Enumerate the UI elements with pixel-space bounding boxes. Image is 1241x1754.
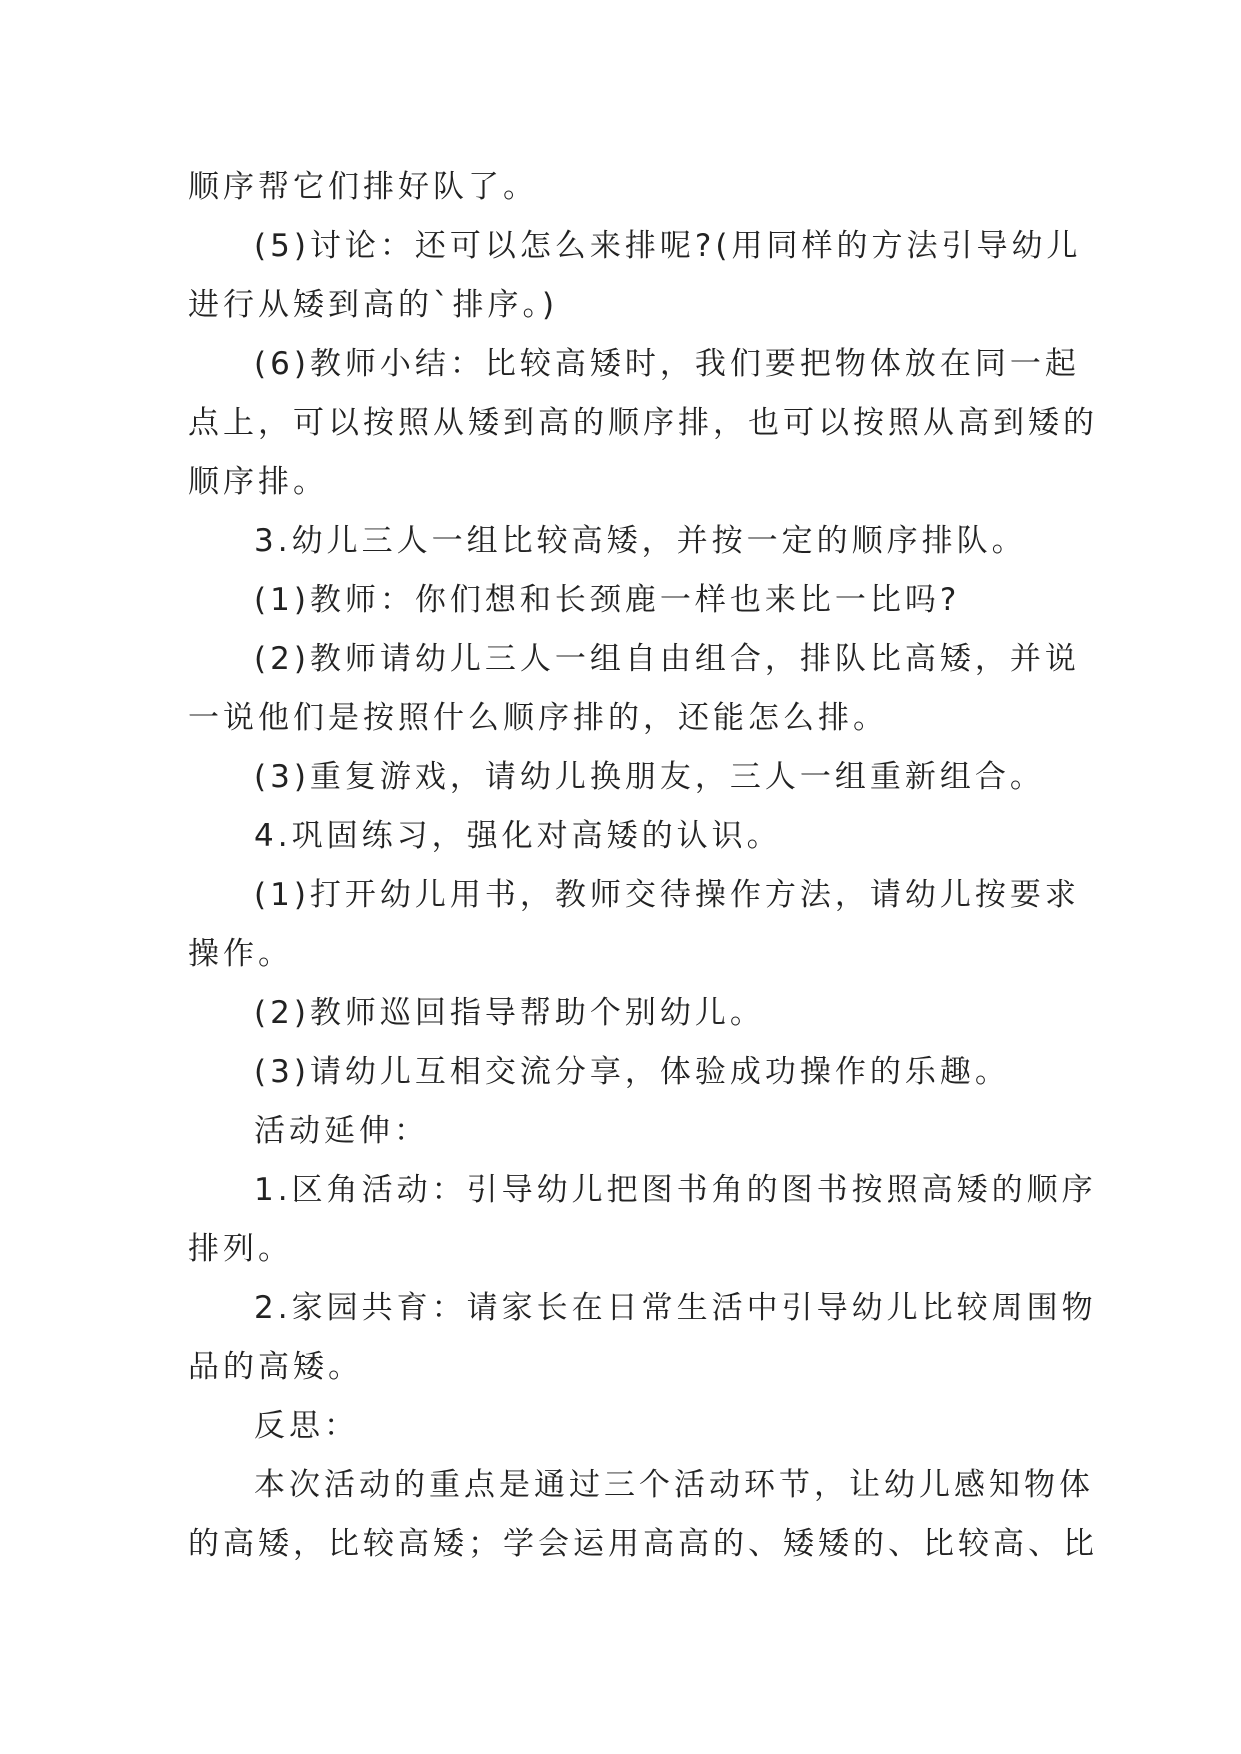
document-body — [188, 158, 1098, 1574]
text-line: 点上，可以按照从矮到高的顺序排，也可以按照从高到矮的 — [188, 405, 1098, 441]
text-line: 1.区角活动：引导幼儿把图书角的图书按照高矮的顺序 — [254, 1172, 1097, 1208]
text-line: (6)教师小结：比较高矮时，我们要把物体放在同一起 — [254, 346, 1080, 382]
text-line: 3.幼儿三人一组比较高矮，并按一定的顺序排队。 — [254, 523, 1027, 559]
text-line: (5)讨论：还可以怎么来排呢?(用同样的方法引导幼儿 — [254, 228, 1082, 264]
text-line: 顺序排。 — [188, 464, 328, 500]
text-line: 进行从矮到高的`排序。) — [188, 287, 559, 323]
text-line: (3)重复游戏，请幼儿换朋友，三人一组重新组合。 — [254, 759, 1045, 795]
section-heading: 活动延伸： — [254, 1113, 429, 1149]
text-line: 排列。 — [188, 1231, 293, 1267]
text-line: (1)教师：你们想和长颈鹿一样也来比一比吗? — [254, 582, 961, 618]
text-line: 2.家园共育：请家长在日常生活中引导幼儿比较周围物 — [254, 1290, 1097, 1326]
text-line: 4.巩固练习，强化对高矮的认识。 — [254, 818, 782, 854]
text-line: 一说他们是按照什么顺序排的，还能怎么排。 — [188, 700, 888, 736]
section-heading: 反思： — [254, 1408, 359, 1444]
text-line: 本次活动的重点是通过三个活动环节，让幼儿感知物体 — [254, 1467, 1094, 1503]
text-line: 的高矮，比较高矮；学会运用高高的、矮矮的、比较高、比 — [188, 1526, 1098, 1562]
text-line: (1)打开幼儿用书，教师交待操作方法，请幼儿按要求 — [254, 877, 1080, 913]
text-line: 顺序帮它们排好队了。 — [188, 169, 538, 205]
text-line: (2)教师请幼儿三人一组自由组合，排队比高矮，并说 — [254, 641, 1080, 677]
text-line: 操作。 — [188, 936, 293, 972]
text-line: 品的高矮。 — [188, 1349, 363, 1385]
text-line: (3)请幼儿互相交流分享，体验成功操作的乐趣。 — [254, 1054, 1010, 1090]
text-line: (2)教师巡回指导帮助个别幼儿。 — [254, 995, 765, 1031]
